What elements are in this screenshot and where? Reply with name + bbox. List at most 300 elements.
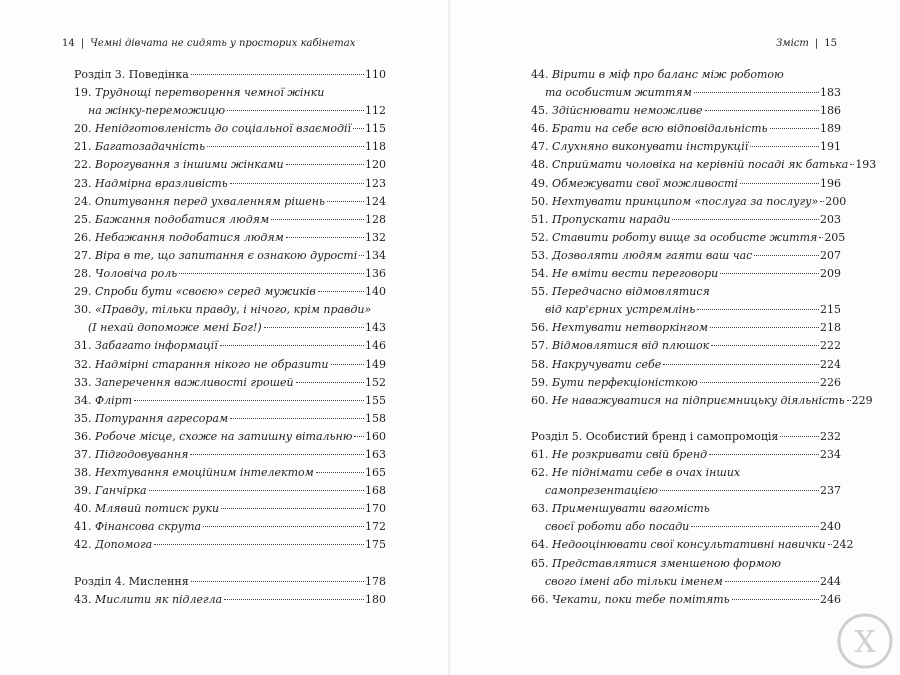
toc-entry bbox=[74, 536, 386, 554]
toc-entry bbox=[74, 591, 386, 609]
toc-entry-label bbox=[74, 138, 205, 156]
toc-entry-continuation bbox=[531, 301, 841, 319]
toc-entry-label bbox=[531, 175, 738, 193]
toc-page-number: 178 bbox=[365, 574, 386, 588]
toc-dot-leader bbox=[691, 526, 819, 527]
right-page bbox=[451, 0, 900, 675]
toc-entry-number: 24. bbox=[74, 194, 92, 208]
right-page-number: 15 bbox=[824, 38, 837, 49]
toc-page-number: 165 bbox=[365, 466, 386, 480]
toc-entry-text: Фінансова скрута bbox=[95, 520, 202, 534]
toc-entry bbox=[531, 464, 841, 482]
toc-entry-text: своєї роботи або посади bbox=[545, 520, 690, 534]
toc-entry bbox=[531, 193, 847, 211]
toc-entry-label bbox=[531, 482, 658, 500]
toc-dot-leader bbox=[286, 164, 364, 165]
toc-entry-text: Чоловіча роль bbox=[95, 267, 178, 281]
toc-entry bbox=[74, 283, 386, 301]
toc-entry-number: 64. bbox=[531, 538, 549, 552]
toc-entry-text: Не розкривати свій бренд bbox=[552, 447, 708, 461]
toc-dot-leader bbox=[227, 110, 364, 111]
toc-page-number: 134 bbox=[365, 248, 386, 262]
toc-entry-text: Дозволяти людям гаяти ваш час bbox=[552, 248, 753, 262]
toc-dot-leader bbox=[359, 255, 364, 256]
toc-entry-label bbox=[74, 337, 218, 355]
toc-page-number: 140 bbox=[365, 285, 386, 299]
toc-page-number: 207 bbox=[820, 248, 841, 262]
toc-dot-leader bbox=[191, 581, 364, 582]
toc-section-heading bbox=[74, 573, 386, 591]
toc-entry-number: 43. bbox=[74, 592, 92, 606]
toc-entry-text: Недооцінювати свої консультативні навички bbox=[552, 538, 826, 552]
toc-entry-text: (І нехай допоможе мені Бог!) bbox=[88, 321, 262, 335]
toc-entry-number: 27. bbox=[74, 248, 92, 262]
toc-entry-label bbox=[531, 591, 730, 609]
toc-entry-continuation bbox=[531, 518, 841, 536]
toc-page-number: 132 bbox=[365, 230, 386, 244]
toc-dot-leader bbox=[740, 183, 819, 184]
left-page bbox=[0, 0, 449, 675]
toc-dot-leader bbox=[705, 110, 820, 111]
toc-dot-leader bbox=[820, 201, 824, 202]
toc-dot-leader bbox=[711, 345, 819, 346]
toc-entry-text: Забагато інформації bbox=[95, 339, 218, 353]
toc-dot-leader bbox=[700, 382, 819, 383]
toc-entry bbox=[74, 193, 386, 211]
toc-entry-text: Нехтувати принципом «послуга за послугу» bbox=[552, 194, 819, 208]
toc-page-number: 244 bbox=[820, 574, 841, 588]
toc-entry bbox=[74, 482, 386, 500]
toc-entry-text: Ворогування з іншими жінками bbox=[95, 158, 284, 172]
toc-entry-number: 66. bbox=[531, 592, 549, 606]
toc-entry-text: Розділ 5. Особистий бренд і самопромоція bbox=[531, 429, 779, 443]
toc-entry bbox=[74, 138, 386, 156]
toc-page-number: 158 bbox=[365, 411, 386, 425]
toc-entry-label bbox=[74, 120, 351, 138]
toc-entry-label bbox=[74, 374, 294, 392]
toc-page-number: 209 bbox=[820, 267, 841, 281]
toc-entry bbox=[531, 265, 841, 283]
toc-entry-number: 54. bbox=[531, 267, 549, 281]
toc-entry-label bbox=[74, 102, 225, 120]
toc-entry-number: 59. bbox=[531, 375, 549, 389]
toc-page-number: 128 bbox=[365, 212, 386, 226]
toc-entry-text: «Правду, тільки правду, і нічого, крім правди» bbox=[95, 303, 372, 317]
toc-entry-text: Ставити роботу вище за особисте життя bbox=[552, 230, 818, 244]
right-running-title: Зміст bbox=[776, 38, 809, 49]
toc-page-number: 115 bbox=[365, 122, 386, 136]
toc-dot-leader bbox=[220, 345, 364, 346]
toc-entry-label bbox=[531, 138, 748, 156]
toc-entry-text: Флірт bbox=[95, 393, 133, 407]
right-running-head bbox=[776, 38, 837, 49]
toc-page-number: 175 bbox=[365, 538, 386, 552]
toc-entry-label bbox=[74, 265, 177, 283]
toc-entry-label bbox=[531, 84, 692, 102]
toc-page-number: 237 bbox=[820, 484, 841, 498]
toc-page-number: 218 bbox=[820, 321, 841, 335]
toc-dot-leader bbox=[780, 436, 819, 437]
toc-entry-number: 25. bbox=[74, 212, 92, 226]
toc-entry bbox=[531, 283, 841, 301]
toc-entry bbox=[74, 356, 386, 374]
toc-entry-label bbox=[74, 247, 357, 265]
toc-entry-label bbox=[531, 500, 710, 518]
toc-entry bbox=[74, 374, 386, 392]
toc-entry-number: 28. bbox=[74, 267, 92, 281]
toc-entry-text: Відмовлятися від плюшок bbox=[552, 339, 710, 353]
toc-entry-text: Ганчірка bbox=[95, 484, 147, 498]
toc-entry bbox=[74, 156, 386, 174]
toc-entry-label bbox=[74, 464, 314, 482]
toc-page-number: 143 bbox=[365, 321, 386, 335]
toc-entry-label bbox=[74, 392, 132, 410]
toc-entry-number: 52. bbox=[531, 230, 549, 244]
toc-entry bbox=[531, 120, 841, 138]
toc-dot-leader bbox=[316, 472, 364, 473]
toc-page-number: 226 bbox=[820, 375, 841, 389]
toc-entry-label bbox=[531, 464, 740, 482]
toc-entry-label bbox=[74, 536, 152, 554]
watermark-glyph: X bbox=[854, 625, 876, 660]
left-running-title: Чемні дівчата не сидять у просторих кабінетах bbox=[90, 38, 356, 49]
toc-entry bbox=[531, 500, 841, 518]
toc-entry-text: Потурання агресорам bbox=[95, 411, 229, 425]
toc-page-number: 234 bbox=[820, 447, 841, 461]
toc-entry-text: самопрезентацією bbox=[545, 484, 658, 498]
toc-entry bbox=[74, 337, 386, 355]
running-head-separator: | bbox=[814, 38, 819, 49]
publisher-watermark-icon bbox=[836, 612, 894, 670]
toc-entry-label bbox=[531, 446, 707, 464]
toc-entry-text: Заперечення важливості грошей bbox=[95, 375, 294, 389]
toc-entry-number: 38. bbox=[74, 466, 92, 480]
toc-entry-label bbox=[74, 66, 189, 84]
toc-entry-text: Допомога bbox=[95, 538, 153, 552]
toc-dot-leader bbox=[327, 201, 364, 202]
toc-entry-text: Робоче місце, схоже на затишну вітальню bbox=[95, 429, 353, 443]
toc-entry-number: 37. bbox=[74, 447, 92, 461]
toc-dot-leader bbox=[354, 436, 364, 437]
toc-page-number: 222 bbox=[820, 339, 841, 353]
toc-entry-label bbox=[531, 536, 826, 554]
toc-entry-continuation bbox=[531, 573, 841, 591]
toc-entry-label bbox=[531, 283, 710, 301]
toc-page-number: 193 bbox=[855, 158, 877, 172]
toc-entry-text: Применшувати вагомість bbox=[552, 502, 710, 516]
toc-entry-number: 34. bbox=[74, 393, 92, 407]
toc-entry-label bbox=[74, 84, 324, 102]
toc-entry bbox=[74, 265, 386, 283]
toc-entry bbox=[531, 211, 841, 229]
toc-entry-label bbox=[74, 446, 188, 464]
toc-entry bbox=[74, 446, 386, 464]
toc-entry-number: 51. bbox=[531, 212, 549, 226]
toc-entry bbox=[531, 591, 841, 609]
toc-dot-leader bbox=[850, 164, 854, 165]
toc-entry bbox=[531, 337, 841, 355]
toc-entry-text: Розділ 4. Мислення bbox=[74, 574, 189, 588]
toc-entry-number: 47. bbox=[531, 140, 549, 154]
toc-entry-number: 60. bbox=[531, 393, 549, 407]
toc-entry-number: 50. bbox=[531, 194, 549, 208]
toc-page-number: 110 bbox=[365, 68, 386, 81]
toc-entry bbox=[74, 500, 386, 518]
toc-entry-text: Бути перфекціоністкою bbox=[552, 375, 698, 389]
toc-entry-label bbox=[74, 591, 222, 609]
toc-spacer bbox=[531, 410, 841, 428]
toc-entry-number: 44. bbox=[531, 68, 549, 81]
toc-entry-continuation bbox=[74, 319, 386, 337]
toc-entry-label bbox=[531, 247, 752, 265]
toc-entry-text: Не вміти вести переговори bbox=[552, 267, 719, 281]
toc-entry-label bbox=[74, 410, 228, 428]
toc-page-number: 189 bbox=[820, 122, 841, 136]
toc-entry bbox=[531, 247, 841, 265]
toc-dot-leader bbox=[221, 508, 364, 509]
toc-entry-number: 40. bbox=[74, 502, 92, 516]
toc-entry-number: 30. bbox=[74, 303, 92, 317]
toc-entry-continuation bbox=[74, 102, 386, 120]
toc-page-number: 124 bbox=[365, 194, 386, 208]
toc-entry-label bbox=[74, 156, 284, 174]
toc-page-number: 246 bbox=[820, 592, 841, 606]
toc-entry-text: Непідготовленість до соціальної взаємодії bbox=[95, 122, 352, 136]
toc-entry-label bbox=[74, 428, 352, 446]
toc-entry bbox=[74, 120, 386, 138]
toc-entry-label bbox=[74, 229, 284, 247]
toc-page-number: 160 bbox=[365, 429, 386, 443]
toc-spacer bbox=[74, 555, 386, 573]
toc-entry-number: 45. bbox=[531, 104, 549, 118]
toc-entry-label bbox=[531, 265, 718, 283]
toc-entry-label bbox=[531, 156, 848, 174]
toc-entry-text: Розділ 3. Поведінка bbox=[74, 68, 189, 81]
toc-dot-leader bbox=[709, 454, 819, 455]
toc-entry-number: 20. bbox=[74, 122, 92, 136]
toc-dot-leader bbox=[191, 74, 364, 75]
toc-entry-number: 35. bbox=[74, 411, 92, 425]
toc-entry bbox=[531, 392, 873, 410]
toc-page-number: 170 bbox=[365, 502, 386, 516]
toc-dot-leader bbox=[720, 273, 819, 274]
toc-dot-leader bbox=[203, 526, 364, 527]
left-page-number: 14 bbox=[62, 38, 75, 49]
toc-dot-leader bbox=[660, 490, 819, 491]
toc-entry-label bbox=[531, 211, 670, 229]
toc-dot-leader bbox=[207, 146, 364, 147]
toc-entry bbox=[531, 156, 877, 174]
toc-entry-text: на жінку-переможицю bbox=[88, 104, 226, 118]
toc-entry-text: свого імені або тільки іменем bbox=[545, 574, 723, 588]
toc-entry bbox=[74, 211, 386, 229]
toc-entry-label bbox=[531, 319, 708, 337]
toc-entry bbox=[531, 102, 841, 120]
toc-dot-leader bbox=[847, 400, 851, 401]
toc-entry-number: 22. bbox=[74, 158, 92, 172]
toc-entry bbox=[74, 84, 386, 102]
toc-entry-text: Не наважуватися на підприємницьку діяльність bbox=[552, 393, 845, 407]
toc-dot-leader bbox=[190, 454, 364, 455]
toc-dot-leader bbox=[134, 400, 364, 401]
toc-entry bbox=[531, 229, 846, 247]
toc-entry bbox=[74, 229, 386, 247]
toc-entry-label bbox=[531, 392, 845, 410]
toc-entry-label bbox=[531, 301, 695, 319]
toc-entry bbox=[74, 428, 386, 446]
toc-entry-label bbox=[531, 374, 698, 392]
toc-entry-label bbox=[531, 428, 778, 446]
toc-page-number: 215 bbox=[820, 303, 841, 317]
toc-page-number: 224 bbox=[820, 357, 841, 371]
toc-entry-label bbox=[74, 518, 201, 536]
toc-dot-leader bbox=[663, 364, 819, 365]
toc-entry bbox=[531, 319, 841, 337]
toc-entry bbox=[531, 555, 841, 573]
toc-entry-text: Представлятися зменшеною формою bbox=[552, 556, 781, 570]
toc-entry-text: Вірити в міф про баланс між роботою bbox=[552, 68, 784, 81]
toc-dot-leader bbox=[331, 364, 364, 365]
toc-dot-leader bbox=[725, 581, 819, 582]
toc-dot-leader bbox=[694, 92, 819, 93]
toc-entry-number: 55. bbox=[531, 285, 549, 299]
toc-entry-label bbox=[74, 283, 316, 301]
toc-entry-text: Сприймати чоловіка на керівній посаді як батька bbox=[552, 158, 849, 172]
toc-entry-text: Здійснювати неможливе bbox=[552, 104, 703, 118]
toc-dot-leader bbox=[710, 327, 819, 328]
toc-dot-leader bbox=[224, 599, 364, 600]
toc-entry-text: Спроби бути «своєю» серед мужиків bbox=[95, 285, 316, 299]
left-toc-list bbox=[74, 66, 386, 609]
toc-entry-number: 21. bbox=[74, 140, 92, 154]
toc-page-number: 123 bbox=[365, 176, 386, 190]
toc-entry bbox=[74, 410, 386, 428]
toc-entry-number: 65. bbox=[531, 556, 549, 570]
toc-entry bbox=[74, 301, 386, 319]
toc-entry-number: 57. bbox=[531, 339, 549, 353]
toc-entry-text: Накручувати себе bbox=[552, 357, 662, 371]
toc-entry-number: 26. bbox=[74, 230, 92, 244]
toc-entry-number: 39. bbox=[74, 484, 92, 498]
toc-entry-number: 61. bbox=[531, 447, 549, 461]
toc-entry-label bbox=[74, 356, 329, 374]
toc-dot-leader bbox=[271, 219, 364, 220]
toc-dot-leader bbox=[353, 128, 364, 129]
toc-entry-label bbox=[531, 120, 768, 138]
toc-dot-leader bbox=[828, 544, 832, 545]
toc-entry-text: та особистим життям bbox=[545, 86, 692, 100]
toc-entry-label bbox=[531, 356, 661, 374]
toc-dot-leader bbox=[697, 309, 819, 310]
toc-entry-text: Передчасно відмовлятися bbox=[552, 285, 710, 299]
toc-page-number: 168 bbox=[365, 484, 386, 498]
toc-page-number: 146 bbox=[365, 339, 386, 353]
toc-entry-number: 23. bbox=[74, 176, 92, 190]
toc-entry-text: Надмірні старання нікого не образити bbox=[95, 357, 329, 371]
toc-entry-text: Підгодовування bbox=[95, 447, 189, 461]
toc-page-number: 155 bbox=[365, 393, 386, 407]
toc-entry-label bbox=[531, 66, 784, 84]
toc-entry-label bbox=[531, 555, 781, 573]
toc-entry bbox=[74, 518, 386, 536]
toc-page-number: 152 bbox=[365, 375, 386, 389]
toc-page-number: 232 bbox=[820, 429, 841, 443]
toc-dot-leader bbox=[750, 146, 819, 147]
toc-entry-text: Небажання подобатися людям bbox=[95, 230, 284, 244]
toc-page-number: 205 bbox=[824, 230, 846, 244]
toc-entry-number: 63. bbox=[531, 502, 549, 516]
toc-entry-number: 31. bbox=[74, 339, 92, 353]
toc-entry bbox=[531, 66, 841, 84]
toc-entry-number: 48. bbox=[531, 158, 549, 172]
toc-entry-label bbox=[74, 482, 147, 500]
toc-entry-text: Не піднімати себе в очах інших bbox=[552, 466, 741, 480]
toc-entry-text: Обмежувати свої можливості bbox=[552, 176, 738, 190]
toc-page-number: 120 bbox=[365, 158, 386, 172]
toc-entry-number: 29. bbox=[74, 285, 92, 299]
toc-entry-number: 62. bbox=[531, 466, 549, 480]
toc-entry-text: від кар'єрних устремлінь bbox=[545, 303, 696, 317]
toc-entry-number: 32. bbox=[74, 357, 92, 371]
toc-entry bbox=[74, 247, 386, 265]
toc-entry-text: Віра в те, що запитання є ознакою дурості bbox=[95, 248, 358, 262]
toc-entry-label bbox=[531, 102, 703, 120]
toc-entry-label bbox=[74, 175, 228, 193]
toc-entry-label bbox=[531, 518, 689, 536]
toc-entry-text: Нехтувати нетворкінгом bbox=[552, 321, 708, 335]
toc-page-number: 240 bbox=[820, 520, 841, 534]
toc-entry-text: Пропускати наради bbox=[552, 212, 671, 226]
toc-page-number: 149 bbox=[365, 357, 386, 371]
toc-entry-label bbox=[74, 301, 371, 319]
toc-entry-number: 53. bbox=[531, 248, 549, 262]
toc-section-heading bbox=[531, 428, 841, 446]
toc-entry bbox=[531, 536, 854, 554]
toc-page-number: 112 bbox=[365, 104, 386, 118]
toc-page-number: 118 bbox=[365, 140, 386, 154]
toc-section-heading bbox=[74, 66, 386, 84]
toc-dot-leader bbox=[230, 183, 364, 184]
toc-page-number: 200 bbox=[825, 194, 847, 208]
toc-entry bbox=[531, 175, 841, 193]
toc-entry-label bbox=[74, 500, 219, 518]
toc-entry bbox=[74, 175, 386, 193]
toc-dot-leader bbox=[318, 291, 364, 292]
toc-dot-leader bbox=[264, 327, 364, 328]
toc-dot-leader bbox=[286, 237, 364, 238]
toc-dot-leader bbox=[179, 273, 364, 274]
toc-entry-label bbox=[531, 229, 817, 247]
toc-entry-number: 36. bbox=[74, 429, 92, 443]
toc-dot-leader bbox=[230, 418, 364, 419]
toc-entry-text: Чекати, поки тебе помітять bbox=[552, 592, 730, 606]
toc-entry-text: Млявий потиск руки bbox=[95, 502, 220, 516]
toc-page-number: 191 bbox=[820, 140, 841, 154]
toc-entry-number: 33. bbox=[74, 375, 92, 389]
toc-entry-number: 58. bbox=[531, 357, 549, 371]
toc-dot-leader bbox=[732, 599, 819, 600]
toc-page-number: 196 bbox=[820, 176, 841, 190]
toc-entry-text: Труднощі перетворення чемної жінки bbox=[95, 86, 325, 100]
toc-entry-text: Бажання подобатися людям bbox=[95, 212, 270, 226]
toc-entry-label bbox=[74, 573, 189, 591]
toc-entry-text: Надмірна вразливість bbox=[95, 176, 228, 190]
toc-dot-leader bbox=[296, 382, 364, 383]
toc-entry-number: 19. bbox=[74, 86, 92, 100]
running-head-separator: | bbox=[80, 38, 85, 49]
toc-page-number: 242 bbox=[832, 538, 854, 552]
toc-page-number: 203 bbox=[820, 212, 841, 226]
